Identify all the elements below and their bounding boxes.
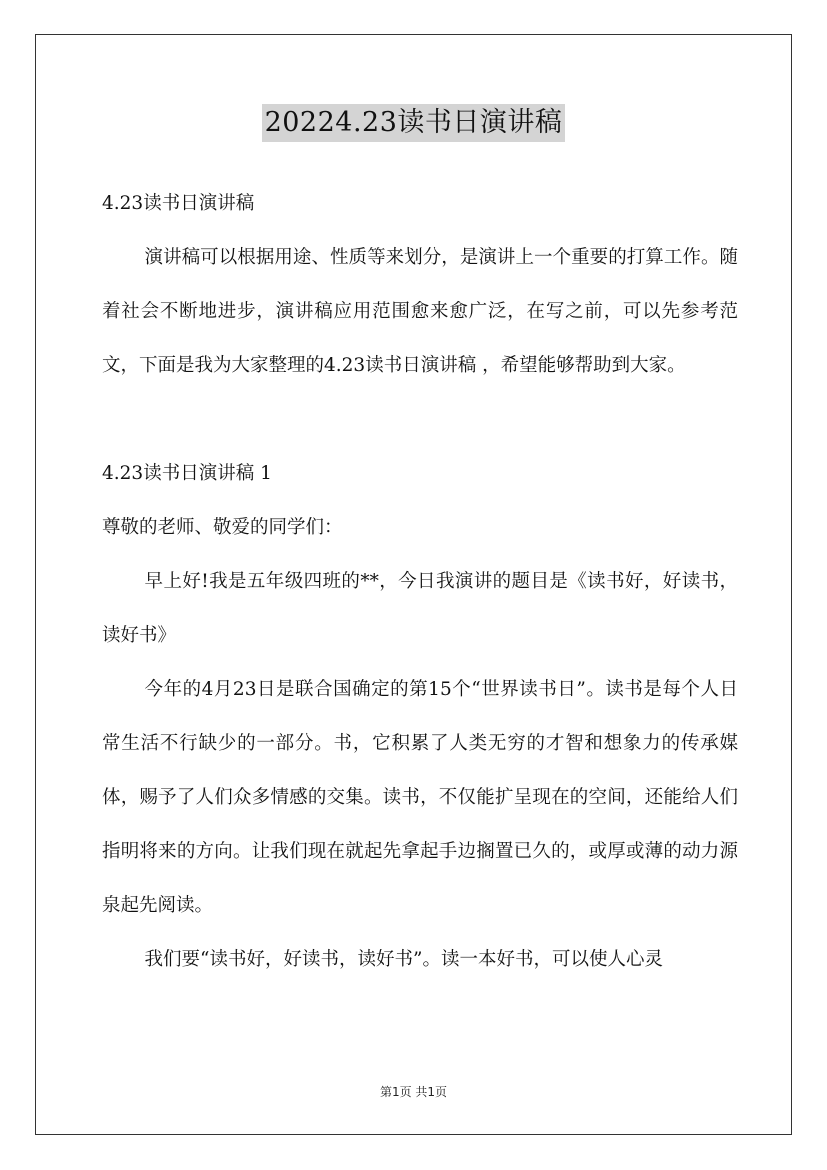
title-container	[0, 104, 827, 142]
greeting-paragraph: 早上好!我是五年级四班的**，今日我演讲的题目是《读书好，好读书，读好书》	[102, 571, 738, 646]
document-body	[102, 177, 738, 987]
section-heading: 4.23读书日演讲稿	[102, 193, 255, 214]
salutation: 尊敬的老师、敬爱的同学们：	[102, 517, 343, 538]
speech-heading: 4.23读书日演讲稿 1	[102, 463, 272, 484]
intro-paragraph: 演讲稿可以根据用途、性质等来划分，是演讲上一个重要的打算工作。随着社会不断地进步，演讲稿应用范围愈来愈广泛，在写之前，可以先参考范文，下面是我为大家整理的4.23读书日演讲稿 ，希望能够帮助到大家。	[102, 247, 738, 376]
page-number-footer: 第1页 共1页	[379, 1085, 448, 1099]
body-paragraph: 今年的4月23日是联合国确定的第15个“世界读书日”。读书是每个人日常生活不行缺少的一部分。书，它积累了人类无穷的才智和想象力的传承媒体，赐予了人们众多情感的交集。读书，不仅能扩呈现在的空间，还能给人们指明将来的方向。让我们现在就起先拿起手边搁置已久的，或厚或薄的动力源泉起先阅读。	[102, 679, 738, 916]
body-paragraph-continued: 我们要“读书好，好读书，读好书”。读一本好书，可以使人心灵	[144, 949, 663, 970]
document-title: 20224.23读书日演讲稿	[262, 104, 566, 142]
paragraph-gap	[102, 393, 738, 447]
